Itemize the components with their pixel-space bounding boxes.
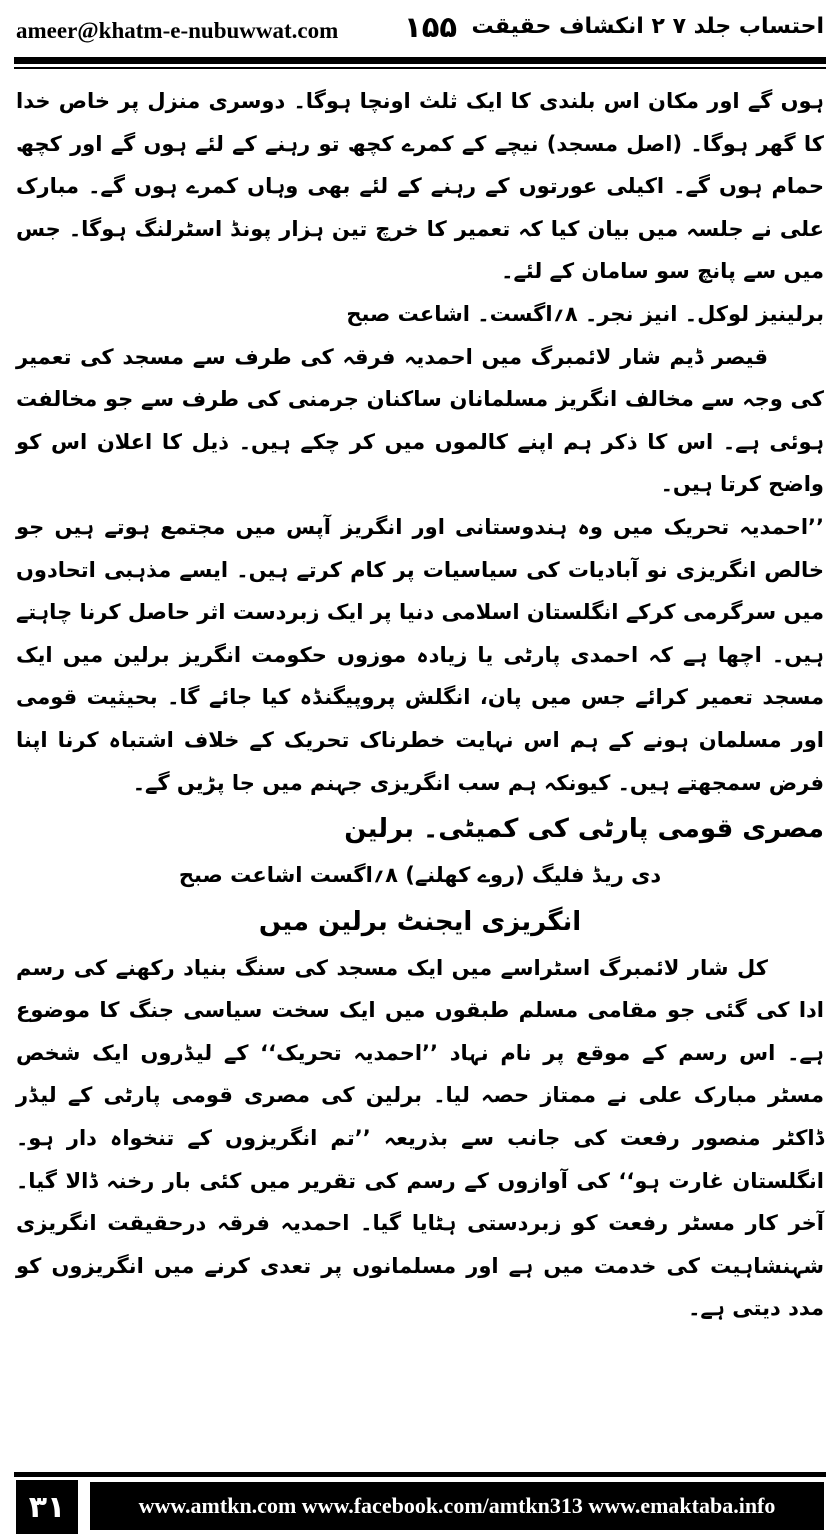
header-rule-thin <box>14 67 826 69</box>
header-email: ameer@khatm-e-nubuwwat.com <box>16 18 339 43</box>
page-header <box>16 10 824 54</box>
source-line-2: دی ریڈ فلیگ (روے کھلنے) ۸؍اگست اشاعت صبح <box>178 863 662 888</box>
footer-links: www.amtkn.com www.facebook.com/amtkn313 www.emaktaba.info <box>90 1482 824 1530</box>
footer-rule <box>14 1472 826 1477</box>
source-line-1: برلینیز لوکل۔ انیز نجر۔ ۸؍اگست۔ اشاعت صبح <box>346 301 824 326</box>
header-rule-thick <box>14 57 826 64</box>
paragraph-3-quote: ’’احمدیہ تحریک میں وہ ہندوستانی اور انگریز آپس میں مجتمع ہوتے ہیں جو خالص انگریزی نو آبادیات کی سیاسیات پر کام کرتے ہیں۔ ایسے مذہبی اتحادوں میں سرگرمی کرکے انگلستان اسلامی دنیا پر ایک زبردست اثر حاصل کرنا چاہتے ہیں۔ اچھا ہے کہ احمدی پارٹی یا زیادہ موزوں حکومت انگریز برلین میں ایک مسجد تعمیر کرائے جس میں پان، انگلش پروپیگنڈہ کیا جائے گا۔ بحیثیت قومی اور مسلمان ہونے کے ہم اس نہایت خطرناک تحریک کے خلاف اشتباہ کرنا اپنا فرض سمجھتے ہیں۔ کیونکہ ہم سب انگریزی جہنم میں جا پڑیں گے۔ <box>16 514 824 795</box>
paragraph-1: ہوں گے اور مکان اس بلندی کا ایک ثلث اونچا ہوگا۔ دوسری منزل پر خاص خدا کا گھر ہوگا۔ (اصل مسجد) نیچے کے کمرے کچھ تو رہنے کے لئے ہوں گے اور کچھ حمام ہوں گے۔ اکیلی عورتوں کے رہنے کے لئے بھی وہاں کمرے ہوں گے۔ مبارک علی نے جلسہ میں بیان کیا کہ تعمیر کا خرچ تین ہزار پونڈ اسٹرلنگ ہوگا۔ جس میں سے پانچ سو سامان کے لئے۔ <box>16 89 824 284</box>
header-page-number: ۱۵۵ <box>404 10 458 44</box>
header-title: احتساب جلد ۷ ۲ انکشاف حقیقت <box>471 14 824 39</box>
paragraph-4: کل شار لائمبرگ اسٹراسے میں ایک مسجد کی سنگ بنیاد رکھنے کی رسم ادا کی گئی جو مقامی مسلم طبقوں میں ایک سخت سیاسی جنگ کا موضوع ہے۔ اس رسم کے موقع پر نام نہاد ’’احمدیہ تحریک‘‘ کے لیڈروں ایک شخص مسٹر مبارک علی نے ممتاز حصہ لیا۔ برلین کی مصری قومی پارٹی کے لیڈر ڈاکٹر منصور رفعت کی جانب سے بذریعہ ’’تم انگریزوں کے تنخواہ دار ہو۔ انگلستان غارت ہو‘‘ کی آوازوں کے رسم کی تقریر میں کئی بار رخنہ ڈالا گیا۔ آخر کار مسٹر رفعت کو زبردستی ہٹایا گیا۔ احمدیہ فرقہ درحقیقت انگریزی شہنشاہیت کی خدمت میں ہے اور مسلمانوں پر تعدی کرنے میں انگریزوں کو مدد دیتی ہے۔ <box>16 955 824 1321</box>
paragraph-2: قیصر ڈیم شار لائمبرگ میں احمدیہ فرقہ کی طرف سے مسجد کی تعمیر کی وجہ سے مخالف انگریز مسلمانان ساکنان جرمنی کی طرف سے جو مخالفت ہوئی ہے۔ اس کا ذکر ہم اپنے کالموں میں کر چکے ہیں۔ ذیل کا اعلان اس کو واضح کرتا ہیں۔ <box>16 344 824 497</box>
heading-egyptian-party: مصری قومی پارٹی کی کمیٹی۔ برلین <box>344 814 824 845</box>
footer-page-box: ۳۱ <box>16 1480 78 1534</box>
heading-english-agent: انگریزی ایجنٹ برلین میں <box>258 906 582 937</box>
page-body <box>16 80 824 1330</box>
